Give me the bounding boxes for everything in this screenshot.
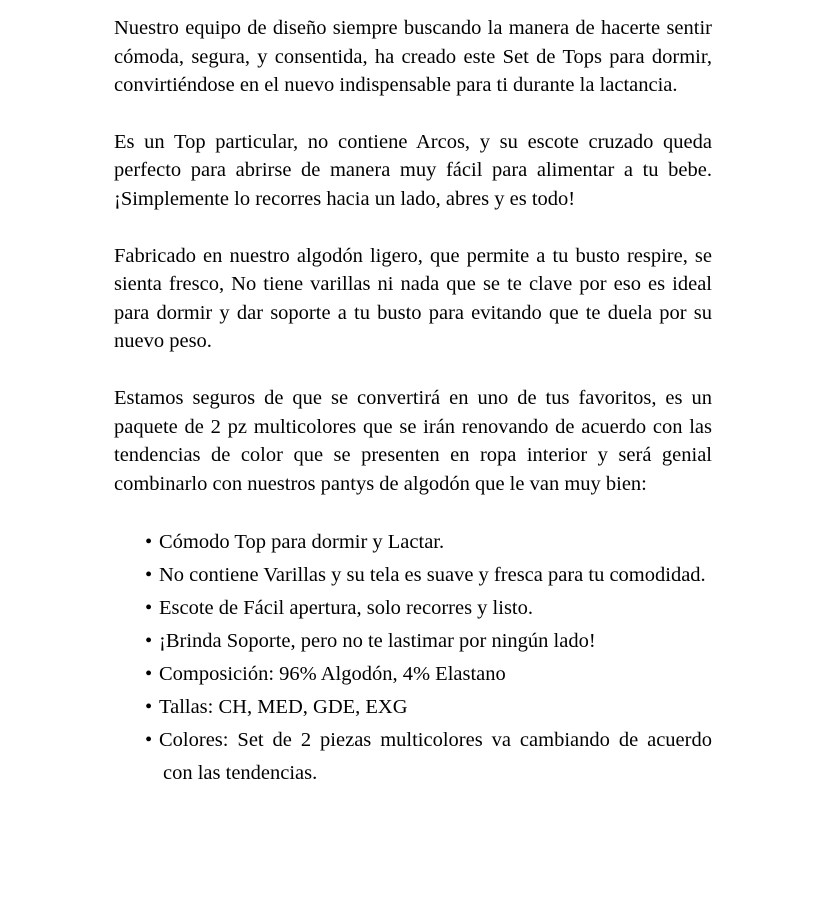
bullet-point-icon: • bbox=[145, 531, 153, 554]
bullet-point-icon: • bbox=[145, 597, 153, 620]
list-item-label: Composición: 96% Algodón, 4% Elastano bbox=[159, 663, 506, 686]
list-item bbox=[145, 658, 712, 691]
list-item bbox=[145, 691, 712, 724]
list-item-label: Tallas: CH, MED, GDE, EXG bbox=[159, 696, 408, 719]
bullet-point-icon: • bbox=[145, 663, 153, 686]
list-item-label: ¡Brinda Soporte, pero no te lastimar por ningún lado! bbox=[159, 630, 596, 653]
list-item-label: Escote de Fácil apertura, solo recorres y listo. bbox=[159, 597, 533, 620]
paragraph-features: Es un Top particular, no contiene Arcos, y su escote cruzado queda perfecto para abrirse de manera muy fácil para alimentar a tu bebe. ¡Simplemente lo recorres hacia un lado, abres y es todo! bbox=[114, 130, 712, 210]
paragraph-fabric: Fabricado en nuestro algodón ligero, que permite a tu busto respire, se sienta fresco, No tiene varillas ni nada que se te clave por eso es ideal para dormir y dar soporte a tu busto para evitando que te duela por su nuevo peso. bbox=[114, 244, 712, 353]
list-item bbox=[145, 526, 712, 559]
document-content bbox=[114, 14, 712, 790]
bullet-point-icon: • bbox=[145, 696, 153, 719]
list-item-label: No contiene Varillas y su tela es suave y fresca para tu comodidad. bbox=[159, 564, 706, 587]
list-item-label: Cómodo Top para dormir y Lactar. bbox=[159, 531, 445, 554]
bullet-point-icon: • bbox=[145, 630, 153, 653]
list-item bbox=[145, 559, 712, 592]
paragraph-packaging: Estamos seguros de que se convertirá en uno de tus favoritos, es un paquete de 2 pz multicolores que se irán renovando de acuerdo con las tendencias de color que se presenten en ropa interior y será genial combinarlo con nuestros pantys de algodón que le van muy bien: bbox=[114, 386, 712, 495]
paragraph-intro: Nuestro equipo de diseño siempre buscando la manera de hacerte sentir cómoda, segura, y consentida, ha creado este Set de Tops para dormir, convirtiéndose en el nuevo indispensable para ti durante la lactancia. bbox=[114, 17, 712, 97]
list-item bbox=[145, 625, 712, 658]
bullet-point-icon: • bbox=[145, 564, 153, 587]
product-feature-list bbox=[145, 526, 712, 790]
list-item bbox=[145, 592, 712, 625]
bullet-point-icon: • bbox=[145, 729, 153, 752]
list-item-label: Colores: Set de 2 piezas multicolores va cambiando de acuerdo con las tendencias. bbox=[159, 729, 712, 785]
list-item bbox=[145, 724, 712, 790]
